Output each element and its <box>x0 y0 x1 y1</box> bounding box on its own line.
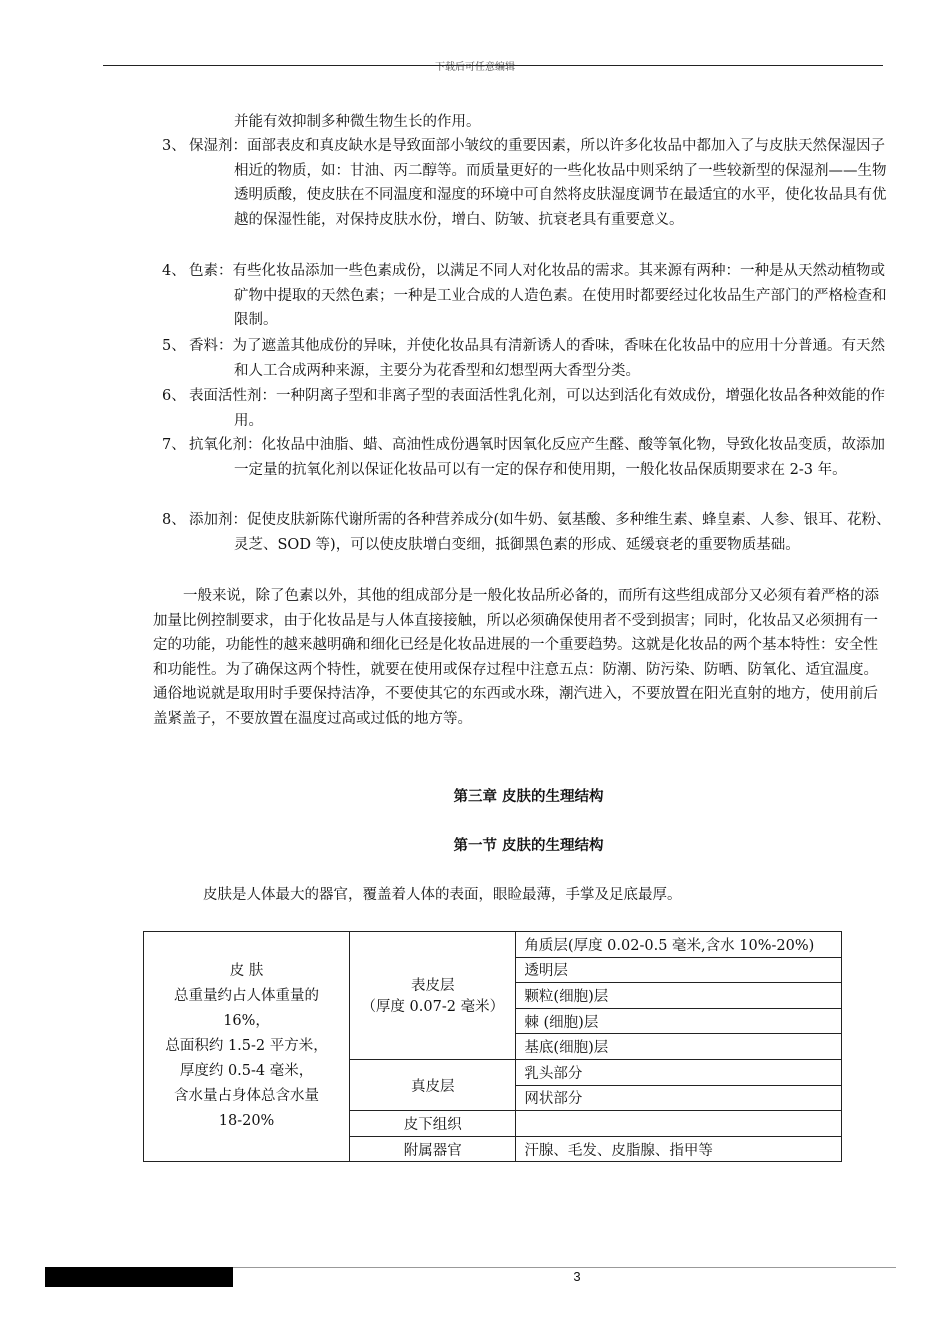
item-text: 表面活性剂：一种阴离子型和非离子型的表面活性乳化剂，可以达到活化有效成份，增强化妆品各种效能的作用。 <box>189 388 885 429</box>
item-text: 抗氧化剂：化妆品中油脂、蜡、高油性成份遇氧时因氧化反应产生醛、酸等氧化物，导致化妆品变质，故添加一定量的抗氧化剂以保证化妆品可以有一定的保存和使用期，一般化妆品保质期要求在 2-3 年。 <box>189 437 885 478</box>
item-number: 3、 <box>162 138 186 154</box>
layer-cell: 网状部分 <box>516 1085 842 1111</box>
item-number: 5、 <box>162 338 186 354</box>
subcutaneous-value <box>516 1111 842 1137</box>
page-number: 3 <box>573 1269 581 1284</box>
skin-summary-cell <box>144 932 350 1162</box>
skin-water: 含水量占身体总含水量 <box>174 1088 320 1105</box>
summary-paragraph: 一般来说，除了色素以外，其他的组成部分是一般化妆品所必备的，而所有这些组成部分又必须有着严格的添加量比例控制要求，由于化妆品是与人体直接接触，所以必须确保使用者不受到损害；同时，化妆品又必须拥有一定的功能，功能性的越来越明确和细化已经是化妆品进展的一个重要趋势。这就是化妆品的两个基本特性：安全性和功能性。为了确保这两个特性，就要在使用或保存过程中注意五点：防潮、防污染、防晒、防氧化、适宜温度。通俗地说就是取用时手要保持洁净，不要使其它的东西或水珠，潮汽进入，不要放置在阳光直射的地方，使用前后盖紧盖子，不要放置在温度过高或过低的地方等。 <box>153 588 879 727</box>
item-text: 保湿剂：面部表皮和真皮缺水是导致面部小皱纹的重要因素，所以许多化妆品中都加入了与皮肤天然保湿因子相近的物质，如：甘油、丙二醇等。而质量更好的一些化妆品中则采纳了一些较新型的保湿剂——生物透明质酸，使皮肤在不同温度和湿度的环境中可自然将皮肤湿度调节在最适宜的水平，使化妆品具有优越的保湿性能，对保持皮肤水份，增白、防皱、抗衰老具有重要意义。 <box>189 138 887 228</box>
list-item-4 <box>162 259 892 333</box>
skin-water-value: 18-20% <box>218 1113 275 1130</box>
skin-area: 总面积约 1.5-2 平方米， <box>165 1038 328 1055</box>
intro-line: 并能有效抑制多种微生物生长的作用。 <box>234 114 481 130</box>
layer-cell: 棘 (细胞)层 <box>516 1008 842 1034</box>
footer-divider <box>233 1267 896 1268</box>
item-text: 香料：为了遮盖其他成份的异味，并使化妆品具有清新诱人的香味，香味在化妆品中的应用十分普通。有天然和人工合成两种来源，主要分为花香型和幻想型两大香型分类。 <box>189 338 885 379</box>
item-number: 6、 <box>162 388 186 404</box>
item-number: 4、 <box>162 263 186 279</box>
skin-thickness: 厚度约 0.5-4 毫米， <box>179 1063 314 1080</box>
appendages-cell: 附属器官 <box>350 1136 516 1162</box>
skin-intro: 皮肤是人体最大的器官，覆盖着人体的表面，眼睑最薄，手掌及足底最厚。 <box>203 887 682 903</box>
list-item-8 <box>162 508 892 557</box>
layer-cell: 基底(细胞)层 <box>516 1034 842 1060</box>
footer-bar <box>45 1267 233 1287</box>
dermis-cell: 真皮层 <box>350 1059 516 1110</box>
item-text: 色素：有些化妆品添加一些色素成份，以满足不同人对化妆品的需求。其来源有两种：一种是从天然动植物或矿物中提取的天然色素；一种是工业合成的人造色素。在使用时都要经过化妆品生产部门的严格检查和限制。 <box>189 263 887 329</box>
epidermis-thickness: （厚度 0.07-2 毫米） <box>361 999 505 1016</box>
appendages-value: 汗腺、毛发、皮脂腺、指甲等 <box>516 1136 842 1162</box>
layer-cell: 颗粒(细胞)层 <box>516 983 842 1009</box>
subcutaneous-cell: 皮下组织 <box>350 1111 516 1137</box>
list-item-6 <box>162 384 892 433</box>
layer-cell: 角质层(厚度 0.02-0.5 毫米,含水 10%-20%) <box>516 932 842 958</box>
epidermis-cell <box>350 932 516 1060</box>
chapter-title: 第三章 皮肤的生理结构 <box>453 789 604 805</box>
list-item-3 <box>162 134 892 232</box>
layer-cell: 透明层 <box>516 957 842 983</box>
item-number: 8、 <box>162 512 186 528</box>
header-divider <box>103 65 883 66</box>
item-number: 7、 <box>162 437 186 453</box>
epidermis-label: 表皮层 <box>411 978 455 995</box>
section-title: 第一节 皮肤的生理结构 <box>453 838 604 854</box>
page-header: 下载后可任意编辑 <box>435 62 515 73</box>
list-item-7 <box>162 433 892 482</box>
skin-weight-value: 16%， <box>223 1013 270 1030</box>
item-text: 添加剂：促使皮肤新陈代谢所需的各种营养成分(如牛奶、氨基酸、多种维生素、蜂皇素、人参、银耳、花粉、灵芝、SOD 等)，可以使皮肤增白变细，抵御黑色素的形成、延缓衰老的重要物质基础。 <box>189 512 891 553</box>
layer-cell: 乳头部分 <box>516 1059 842 1085</box>
skin-weight: 总重量约占人体重量的 <box>174 988 320 1005</box>
list-item-5 <box>162 334 892 383</box>
skin-title: 皮 肤 <box>229 963 264 980</box>
skin-structure-table <box>143 931 842 1162</box>
